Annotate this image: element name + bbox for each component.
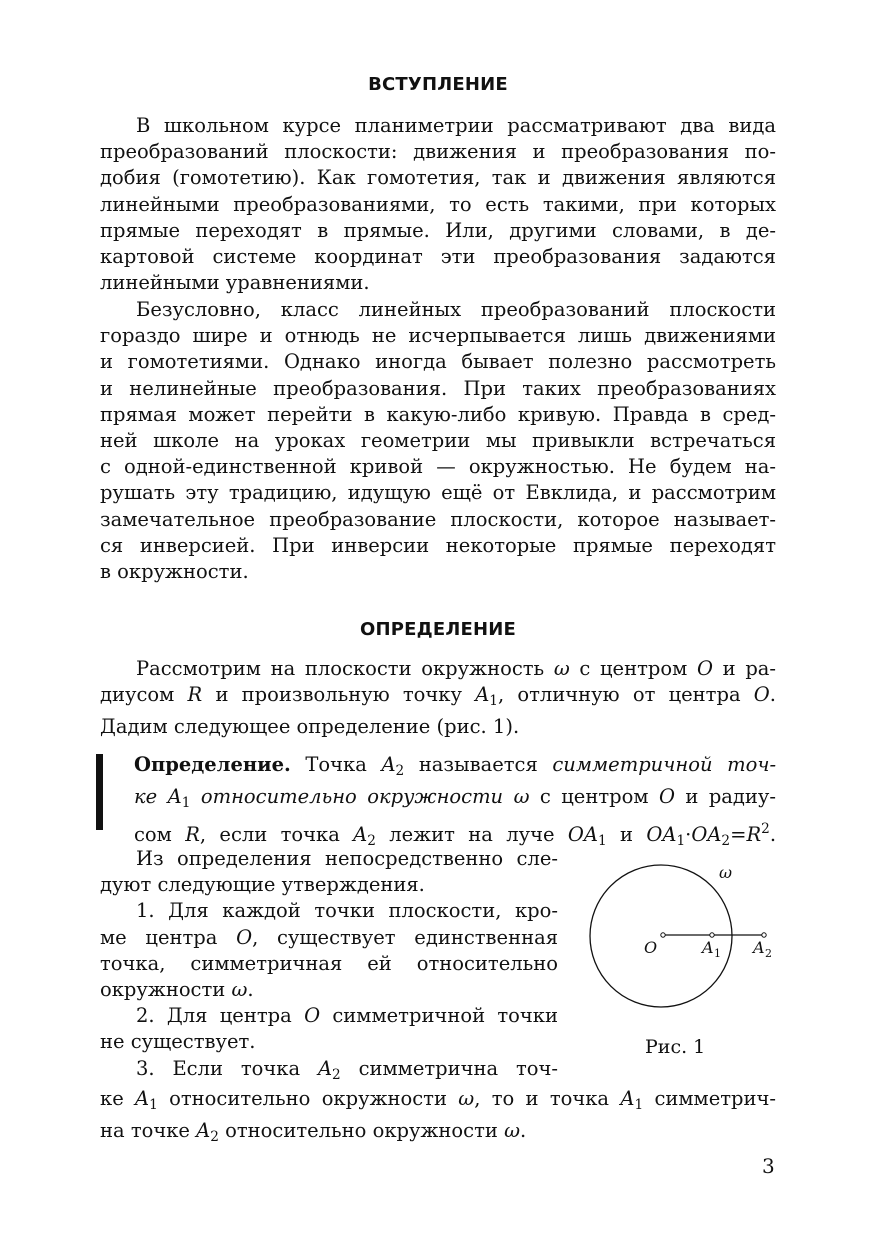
text-line: В школьном курсе планиметрии рассматривают два вида <box>136 114 776 137</box>
text-line: ке $A_1$ относительно окружности ω, то и точка $A_1$ симметрич- <box>100 1087 777 1113</box>
text-line: 2. Для центра O симметричной точки <box>136 1004 558 1028</box>
definition-label: Определение. <box>134 753 291 776</box>
definition-marker-bar <box>96 754 103 830</box>
text-line: линейными преобразованиями, то есть такими, при которых <box>100 192 776 216</box>
text-line: и нелинейные преобразования. При таких преобразованиях <box>100 376 776 400</box>
page-number: 3 <box>762 1154 775 1178</box>
section-heading-intro: ВСТУПЛЕНИЕ <box>368 74 508 95</box>
text-line: сом R, если точка $A_2$ лежит на луче $OA_1$ и $OA_1\cdot OA_2=R^2$. <box>134 821 777 850</box>
text-line: прямые переходят в прямые. Или, другими словами, в де- <box>100 218 776 242</box>
definition-text <box>134 752 776 855</box>
text-line: добия (гомотетию). Как гомотетия, так и движения являются <box>100 166 776 190</box>
text-line: дуют следующие утверждения. <box>100 873 425 897</box>
text-line: в окружности. <box>100 560 249 584</box>
a1-subscript: 1 <box>714 947 721 960</box>
statement-3-continuation <box>100 1086 776 1150</box>
definition-box <box>96 752 778 850</box>
text-line: и гомотетиями. Однако иногда бывает полезно рассмотреть <box>100 350 776 374</box>
text-line: ме центра O, существует единственная <box>100 925 558 949</box>
section-heading-definition: ОПРЕДЕЛЕНИЕ <box>359 619 517 640</box>
o-label: O <box>644 938 658 957</box>
figure-caption: Рис. 1 <box>645 1036 706 1058</box>
intro-paragraph-2 <box>100 297 776 585</box>
text-line: на точке $A_2$ относительно окружности ω. <box>100 1119 527 1146</box>
text-line: не существует. <box>100 1030 256 1054</box>
point-a1 <box>710 933 714 937</box>
text-line: 1. Для каждой точки плоскости, кро- <box>136 899 558 923</box>
text-line: с одной-единственной кривой — окружностью. Не будем на- <box>100 455 776 479</box>
text-line: преобразований плоскости: движения и преобразования по- <box>100 140 776 164</box>
text-line: окружности ω. <box>100 978 254 1002</box>
text-line: линейными уравнениями. <box>100 271 370 295</box>
a2-subscript: 2 <box>765 947 772 960</box>
text-line: ся инверсией. При инверсии некоторые прямые переходят <box>100 533 776 557</box>
intro-paragraph-1 <box>100 113 776 296</box>
definition-intro-paragraph <box>100 656 776 741</box>
text-line: ней школе на уроках геометрии мы привыкли встречаться <box>100 429 776 453</box>
a1-label: A <box>702 938 714 957</box>
text-line: рушать эту традицию, идущую ещё от Евклида, и рассмотрим <box>100 481 776 505</box>
omega-label: ω <box>719 863 733 882</box>
point-o <box>661 933 665 937</box>
inversion-diagram <box>586 856 782 1066</box>
text-line: Из определения непосредственно сле- <box>136 847 558 870</box>
text-line: 3. Если точка $A_2$ симметрична точ- <box>136 1056 559 1083</box>
point-a2 <box>762 933 766 937</box>
statements-block <box>100 846 558 1088</box>
text-line: точка, симметричная ей относительно <box>100 951 558 975</box>
a2-label: A <box>753 938 765 957</box>
text-line: картовой системе координат эти преобразования задаются <box>100 245 776 269</box>
text-line: диусом R и произвольную точку $A_1$, отличную от центра O. <box>100 683 776 710</box>
figure-1 <box>586 856 782 1066</box>
text-line: Рассмотрим на плоскости окружность ω с центром O и ра- <box>136 657 777 680</box>
text-line: гораздо шире и отнюдь не исчерпывается лишь движениями <box>100 324 776 348</box>
text-line: Дадим следующее определение (рис. 1). <box>100 715 520 739</box>
text-line: прямая может перейти в какую-либо кривую. Правда в сред- <box>100 402 776 426</box>
text-line: Безусловно, класс линейных преобразований плоскости <box>136 298 776 321</box>
text-line: ке $A_1$ относительно окружности ω с центром O и радиу- <box>134 785 776 812</box>
text-line: замечательное преобразование плоскости, которое называет- <box>100 507 776 531</box>
text-line: Определение. Точка $A_2$ называется симметричной точ- <box>134 753 777 779</box>
